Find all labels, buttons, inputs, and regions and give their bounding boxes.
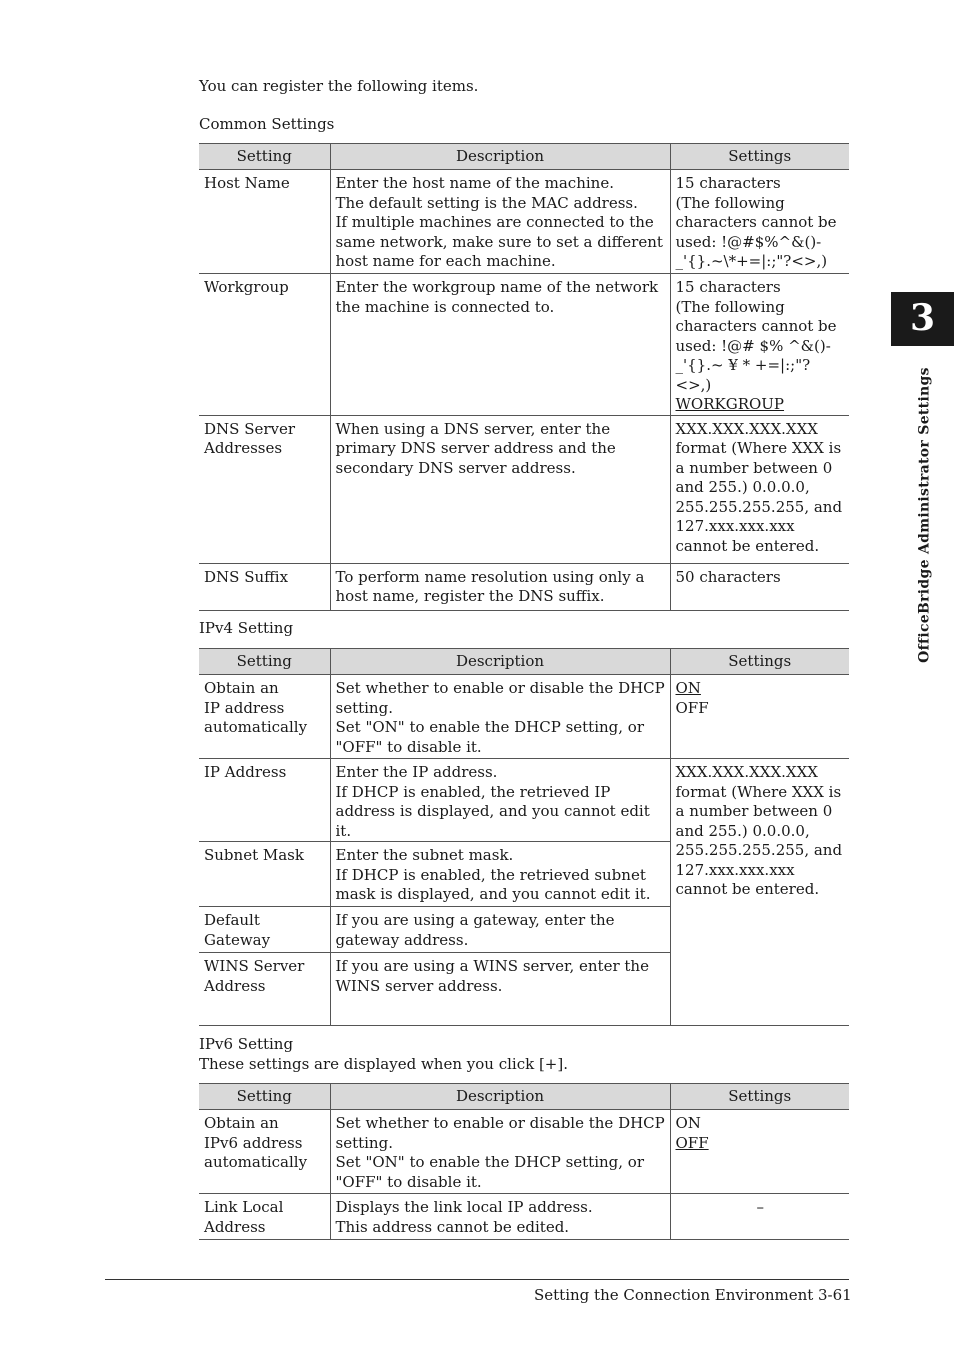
cell-description: Enter the subnet mask. If DHCP is enabled, the retrieved subnet mask is displayed, and you cannot edit it. — [330, 842, 670, 907]
cell-setting: WINS Server Address — [199, 953, 330, 1026]
table-row — [199, 274, 849, 416]
cell-settings — [670, 1110, 849, 1194]
cell-setting: DNS Server Addresses — [199, 415, 330, 563]
column-header-setting: Setting — [199, 144, 330, 170]
ipv6-setting-note: These settings are displayed when you click [+]. — [199, 1055, 568, 1073]
column-header-setting: Setting — [199, 1084, 330, 1110]
column-header-settings: Settings — [670, 649, 849, 675]
cell-setting: Obtain an IPv6 address automatically — [199, 1110, 330, 1194]
chapter-tab: 3 — [891, 292, 954, 346]
column-header-settings: Settings — [670, 144, 849, 170]
common-settings-table — [199, 143, 849, 611]
cell-setting: IP Address — [199, 759, 330, 842]
ipv4-settings-table — [199, 648, 849, 1026]
cell-setting: Obtain an IP address automatically — [199, 675, 330, 759]
cell-setting: Host Name — [199, 170, 330, 274]
footer-section-title: Setting the Connection Environment — [534, 1286, 814, 1304]
cell-setting: Workgroup — [199, 274, 330, 416]
table-row — [199, 563, 849, 610]
table-header-row — [199, 144, 849, 170]
cell-description: If you are using a gateway, enter the gateway address. — [330, 907, 670, 953]
column-header-settings: Settings — [670, 1084, 849, 1110]
table-header-row — [199, 649, 849, 675]
settings-value: 15 characters (The following characters cannot be used: !@# $% ^&()-_'{}.~ ¥ * +=|:;"?<>,) — [675, 278, 837, 394]
default-value: WORKGROUP — [675, 395, 785, 413]
cell-settings — [670, 675, 849, 759]
footer-rule — [105, 1279, 849, 1280]
cell-description: Set whether to enable or disable the DHCP setting. Set "ON" to enable the DHCP setting, or "OFF" to disable it. — [330, 1110, 670, 1194]
table-row — [199, 675, 849, 759]
cell-settings — [670, 274, 849, 416]
chapter-side-title: OfficeBridge Administrator Settings — [916, 367, 933, 663]
table-row — [199, 170, 849, 274]
table-row — [199, 415, 849, 563]
footer-page-number: 3-61 — [818, 1286, 852, 1304]
cell-description: If you are using a WINS server, enter the WINS server address. — [330, 953, 670, 1026]
cell-settings: – — [670, 1194, 849, 1240]
option-on: ON — [675, 1114, 701, 1132]
cell-setting: Default Gateway — [199, 907, 330, 953]
option-on: ON — [675, 679, 701, 697]
option-off: OFF — [675, 1133, 709, 1152]
table-row — [199, 1194, 849, 1240]
ipv6-setting-caption: IPv6 Setting — [199, 1035, 294, 1053]
cell-setting: Subnet Mask — [199, 842, 330, 907]
cell-settings: 50 characters — [670, 563, 849, 610]
cell-description: Set whether to enable or disable the DHCP setting. Set "ON" to enable the DHCP setting, or "OFF" to disable it. — [330, 675, 670, 759]
table-row — [199, 1110, 849, 1194]
column-header-description: Description — [330, 649, 670, 675]
cell-setting: DNS Suffix — [199, 563, 330, 610]
cell-settings: 15 characters (The following characters cannot be used: !@#$%^&()-_'{}.~\*+=|:;"?<>,) — [670, 170, 849, 274]
cell-description: Enter the workgroup name of the network the machine is connected to. — [330, 274, 670, 416]
cell-description: When using a DNS server, enter the primary DNS server address and the secondary DNS server address. — [330, 415, 670, 563]
column-header-setting: Setting — [199, 649, 330, 675]
ipv4-setting-caption: IPv4 Setting — [199, 619, 294, 637]
column-header-description: Description — [330, 1084, 670, 1110]
cell-description: Enter the host name of the machine. The default setting is the MAC address. If multiple machines are connected to the same network, make sure to set a different host name for each machine. — [330, 170, 670, 274]
cell-setting: Link Local Address — [199, 1194, 330, 1240]
table-row — [199, 759, 849, 842]
cell-description: To perform name resolution using only a host name, register the DNS suffix. — [330, 563, 670, 610]
cell-description: Displays the link local IP address. This address cannot be edited. — [330, 1194, 670, 1240]
ipv6-settings-table — [199, 1083, 849, 1240]
column-header-description: Description — [330, 144, 670, 170]
cell-settings: XXX.XXX.XXX.XXX format (Where XXX is a number between 0 and 255.) 0.0.0.0, 255.255.255.255, and 127.xxx.xxx.xxx cannot be entered. — [670, 415, 849, 563]
cell-settings: XXX.XXX.XXX.XXX format (Where XXX is a number between 0 and 255.) 0.0.0.0, 255.255.255.255, and 127.xxx.xxx.xxx cannot be entered. — [670, 759, 849, 1026]
cell-description: Enter the IP address. If DHCP is enabled, the retrieved IP address is displayed, and you cannot edit it. — [330, 759, 670, 842]
intro-text: You can register the following items. — [199, 77, 479, 95]
common-settings-caption: Common Settings — [199, 115, 335, 133]
table-header-row — [199, 1084, 849, 1110]
option-off: OFF — [675, 698, 709, 717]
